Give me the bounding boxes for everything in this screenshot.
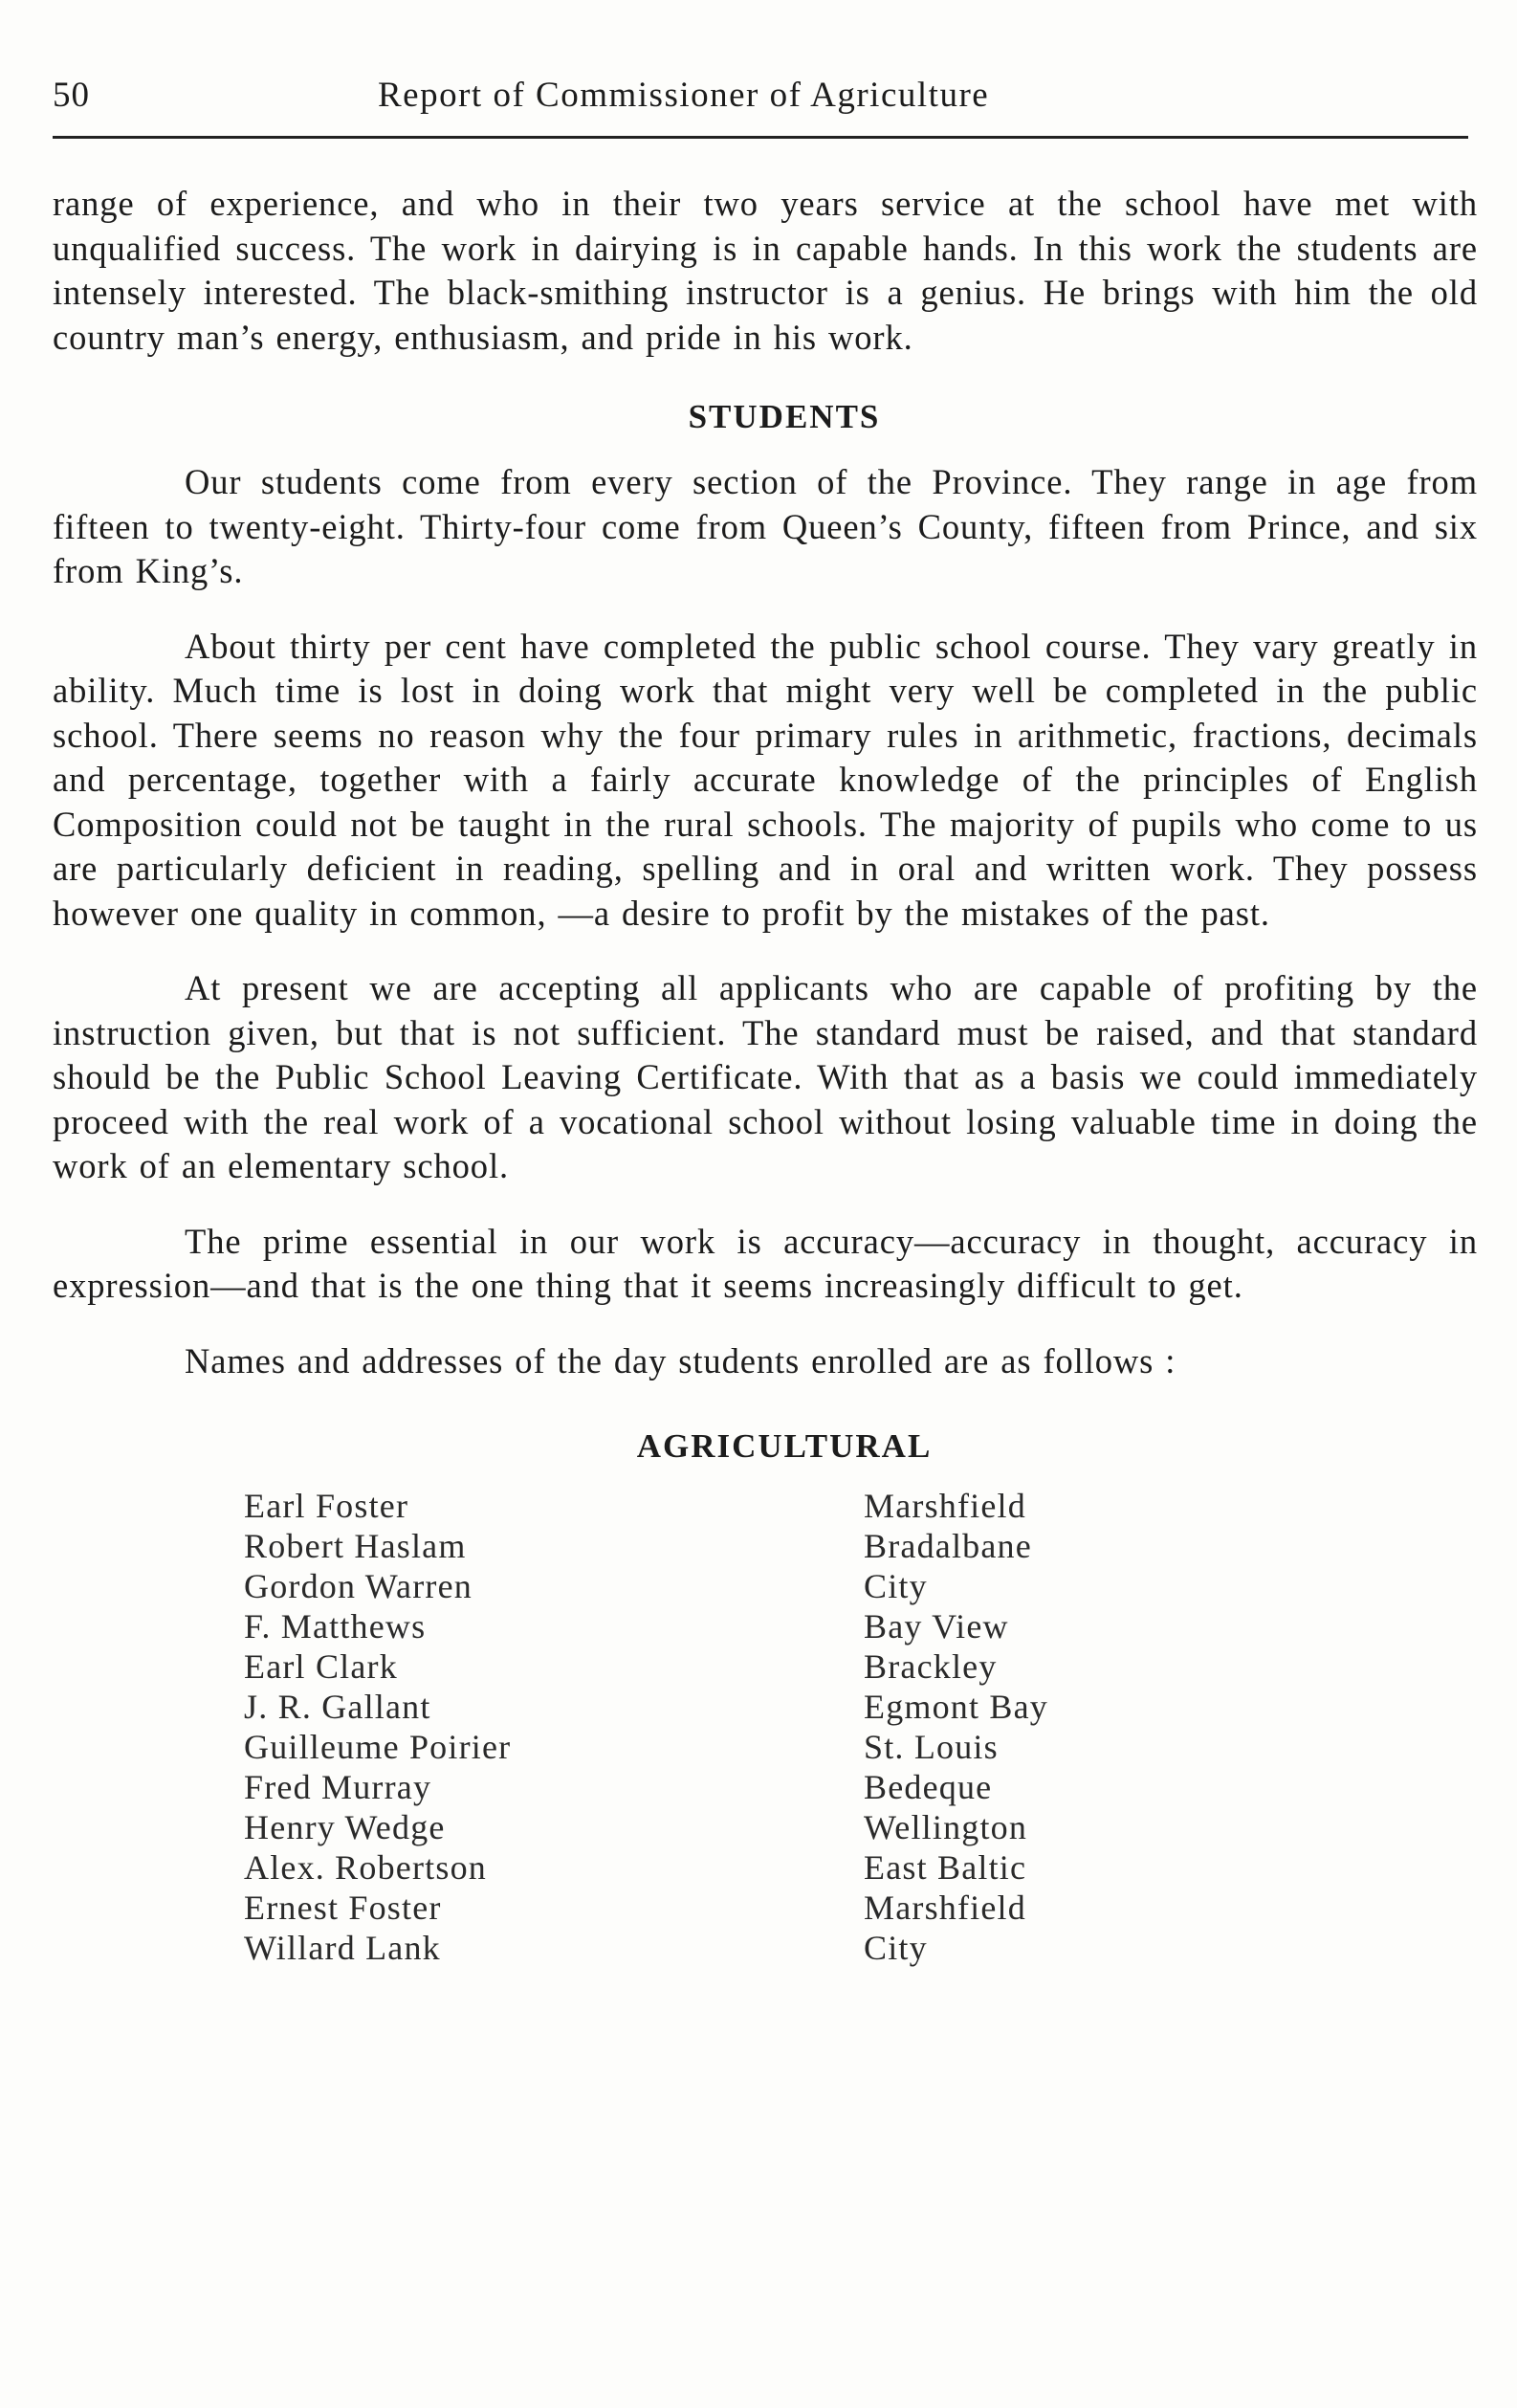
- student-address: St. Louis: [864, 1728, 999, 1766]
- section-heading-students: STUDENTS: [688, 398, 881, 435]
- page-header: [53, 75, 1468, 132]
- student-name: Ernest Foster: [244, 1889, 442, 1927]
- student-address: Bedeque: [864, 1768, 993, 1806]
- student-address: City: [864, 1929, 928, 1967]
- roster-row: [53, 1566, 1478, 1606]
- student-address: Wellington: [864, 1808, 1028, 1846]
- student-address: Bradalbane: [864, 1527, 1032, 1565]
- section-heading-agricultural: AGRICULTURAL: [636, 1427, 933, 1465]
- student-name: Gordon Warren: [244, 1567, 473, 1605]
- paragraph-roster-intro: Names and addresses of the day students enrolled are as follows :: [185, 1340, 1176, 1381]
- student-name: Willard Lank: [244, 1929, 441, 1967]
- roster-row: [53, 1646, 1478, 1687]
- roster-row: [53, 1606, 1478, 1646]
- student-address: Brackley: [864, 1647, 998, 1686]
- paragraph-accuracy: The prime essential in our work is accuracy—accuracy in thought, accuracy in expression—and that is the one thing that it seems increasingly difficult to get.: [53, 1221, 1478, 1305]
- page-body: [53, 182, 1478, 1968]
- student-name: Henry Wedge: [244, 1808, 446, 1846]
- student-address: Egmont Bay: [864, 1688, 1048, 1726]
- roster-row: [53, 1928, 1478, 1968]
- roster-row: [53, 1807, 1478, 1847]
- roster-row: [53, 1727, 1478, 1767]
- student-name: Guilleume Poirier: [244, 1728, 512, 1766]
- student-name: Alex. Robertson: [244, 1848, 487, 1887]
- roster-row: [53, 1486, 1478, 1526]
- paragraph-continued: range of experience, and who in their two years service at the school have met with unqualified success. The work in dairying is in capable hands. In this work the students are intensely interested. The black-smithing instructor is a genius. He brings with him the old country man’s energy, enthusiasm, and pride in his work.: [53, 184, 1478, 357]
- student-name: Earl Clark: [244, 1647, 398, 1686]
- student-roster: [53, 1486, 1478, 1968]
- student-address: Marshfield: [864, 1487, 1026, 1525]
- header-rule: [53, 136, 1468, 139]
- page-number: 50: [53, 76, 90, 115]
- roster-row: [53, 1888, 1478, 1928]
- student-address: East Baltic: [864, 1848, 1027, 1887]
- student-address: Bay View: [864, 1607, 1009, 1646]
- student-address: City: [864, 1567, 928, 1605]
- paragraph-students-origin: Our students come from every section of the Province. They range in age from fifteen to twenty-eight. Thirty-four come from Queen’s County, fifteen from Prince, and six from King’s.: [53, 462, 1478, 590]
- roster-row: [53, 1687, 1478, 1727]
- student-name: Earl Foster: [244, 1487, 409, 1525]
- roster-row: [53, 1847, 1478, 1888]
- student-name: J. R. Gallant: [244, 1688, 431, 1726]
- roster-row: [53, 1526, 1478, 1566]
- paragraph-admission-standard: At present we are accepting all applicants who are capable of profiting by the instruction given, but that is not sufficient. The standard must be raised, and that standard should be the Public School Leaving Certificate. With that as a basis we could immediately proceed with the real work of a vocational school without losing valuable time in doing the work of an elementary school.: [53, 968, 1478, 1185]
- paragraph-students-ability: About thirty per cent have completed the public school course. They vary greatly in ability. Much time is lost in doing work that might very well be completed in the public school. There seems no reason why the four primary rules in arithmetic, fractions, decimals and percentage, together with a fairly accurate knowledge of the principles of English Composition could not be taught in the rural schools. The majority of pupils who come to us are particularly deficient in reading, spelling and in oral and written work. They possess however one quality in common, —a desire to profit by the mistakes of the past.: [53, 626, 1478, 933]
- student-name: Robert Haslam: [244, 1527, 467, 1565]
- student-name: F. Matthews: [244, 1607, 427, 1646]
- student-name: Fred Murray: [244, 1768, 432, 1806]
- roster-row: [53, 1767, 1478, 1807]
- running-title: Report of Commissioner of Agriculture: [378, 76, 990, 115]
- student-address: Marshfield: [864, 1889, 1026, 1927]
